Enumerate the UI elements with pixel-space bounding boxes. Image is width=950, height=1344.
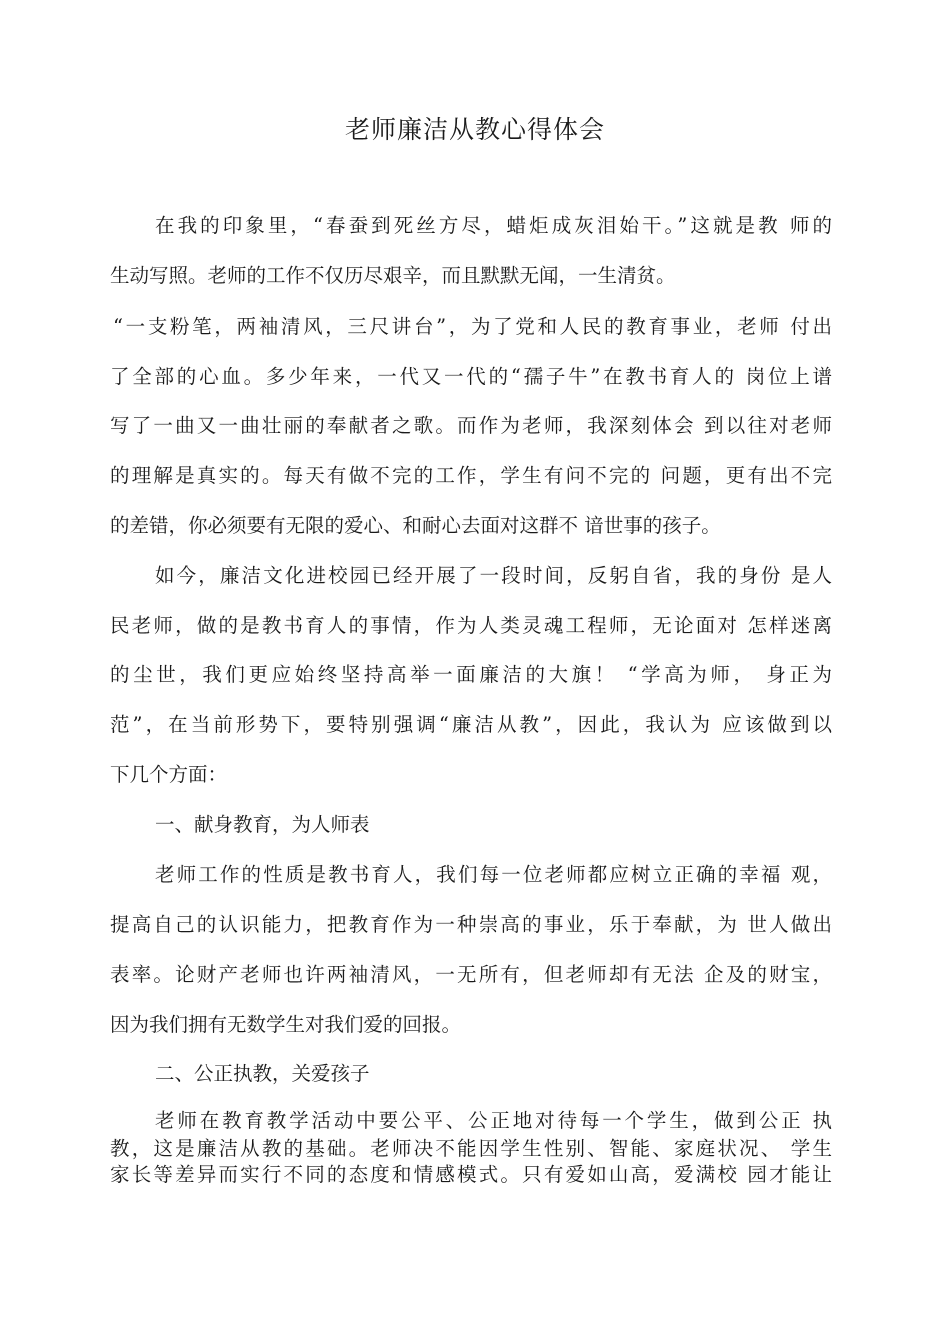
paragraph-line: 家长等差异而实行不同的态度和情感模式。只有爱如山高，爱满校 园才能让 — [110, 1163, 832, 1186]
paragraph-line: 老师在教育教学活动中要公平、公正地对待每一个学生，做到公正 执 — [155, 1109, 832, 1132]
section-heading: 一、献身教育，为人师表 — [155, 813, 370, 836]
section-heading: 二、公正执教，关爱孩子 — [155, 1062, 370, 1085]
paragraph-line: 的理解是真实的。每天有做不完的工作，学生有问不完的 问题，更有出不完 — [110, 464, 832, 487]
paragraph-line: 的尘世，我们更应始终坚持高举一面廉洁的大旗！ “学高为师， 身正为 — [110, 663, 832, 686]
paragraph-line: 的差错，你必须要有无限的爱心、和耐心去面对这群不 谙世事的孩子。 — [110, 514, 721, 537]
paragraph-line: 提高自己的认识能力，把教育作为一种崇高的事业，乐于奉献，为 世人做出 — [110, 913, 832, 936]
paragraph-line: 教，这是廉洁从教的基础。老师决不能因学生性别、智能、家庭状况、 学生 — [110, 1137, 832, 1160]
paragraph-line: 老师工作的性质是教书育人，我们每一位老师都应树立正确的幸福 观， — [155, 863, 832, 886]
document-title: 老师廉洁从教心得体会 — [344, 115, 605, 144]
paragraph-line: 在我的印象里，“春蚕到死丝方尽，蜡炬成灰泪始干。”这就是教 师的 — [155, 214, 832, 237]
paragraph-line: 如今，廉洁文化进校园已经开展了一段时间，反躬自省，我的身份 是人 — [155, 564, 832, 587]
paragraph-line: 范”，在当前形势下，要特别强调“廉洁从教”，因此，我认为 应该做到以 — [110, 713, 832, 736]
paragraph-line: 写了一曲又一曲壮丽的奉献者之歌。而作为老师，我深刻体会 到以往对老师 — [110, 414, 832, 437]
paragraph-line: 因为我们拥有无数学生对我们爱的回报。 — [110, 1013, 462, 1036]
paragraph-line: 民老师，做的是教书育人的事情，作为人类灵魂工程师，无论面对 怎样迷离 — [110, 614, 832, 637]
paragraph-line: 下几个方面： — [110, 763, 228, 786]
paragraph-line: 表率。论财产老师也许两袖清风，一无所有，但老师却有无法 企及的财宝， — [110, 963, 832, 986]
paragraph-line: “一支粉笔，两袖清风，三尺讲台”，为了党和人民的教育事业，老师 付出 — [113, 315, 832, 338]
paragraph-line: 生动写照。老师的工作不仅历尽艰辛，而且默默无闻，一生清贫。 — [110, 264, 676, 287]
paragraph-line: 了全部的心血。多少年来，一代又一代的“孺子牛”在教书育人的 岗位上谱 — [110, 365, 832, 388]
